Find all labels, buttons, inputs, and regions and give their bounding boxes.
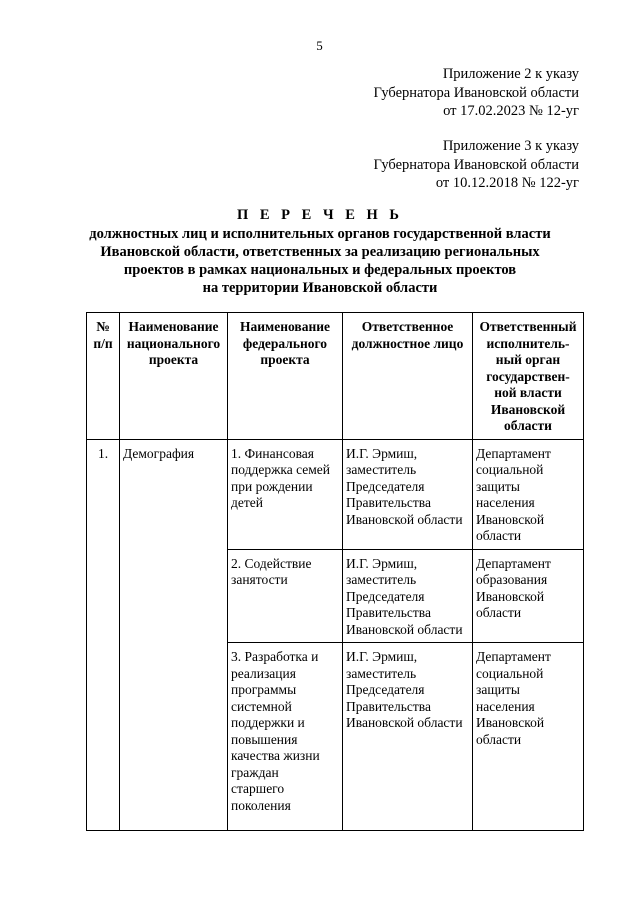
- title-line: Ивановской области, ответственных за реализацию региональных: [100, 244, 540, 260]
- title-heading: П Е Р Е Ч Е Н Ь: [236, 207, 404, 223]
- responsible-official: И.Г. Эрмиш, заместитель Председателя Правительства Ивановской области: [343, 439, 473, 549]
- federal-project: 2. Содействие занятости: [228, 549, 343, 643]
- title-line: проектов в рамках национальных и федеральных проектов: [123, 262, 517, 278]
- title-line: на территории Ивановской области: [202, 280, 438, 296]
- appendix-original-reference: [374, 137, 579, 193]
- federal-project: 3. Разработка и реализация программы системной поддержки и повышения качества жизни граждан старшего поколения: [228, 643, 343, 831]
- appendix-line: от 10.12.2018 № 122-уг: [435, 175, 579, 191]
- page-number: 5: [316, 38, 323, 53]
- responsible-agency: Департамент социальной защиты населения Ивановской области: [473, 439, 584, 549]
- appendix-current-reference: [374, 65, 579, 121]
- national-project-name: Демография: [120, 439, 228, 831]
- responsible-official: И.Г. Эрмиш, заместитель Председателя Правительства Ивановской области: [343, 549, 473, 643]
- appendix-line: Губернатора Ивановской области: [373, 156, 579, 173]
- responsibility-table: [86, 312, 584, 831]
- federal-project: 1. Финансовая поддержка семей при рождении детей: [228, 439, 343, 549]
- title-line: должностных лиц и исполнительных органов государственной власти: [89, 226, 551, 242]
- table-header-row: [87, 313, 584, 440]
- appendix-line: Приложение 3 к указу: [442, 138, 579, 154]
- responsible-official: И.Г. Эрмиш, заместитель Председателя Правительства Ивановской области: [343, 643, 473, 831]
- appendix-line: Губернатора Ивановской области: [373, 84, 579, 101]
- appendix-line: от 17.02.2023 № 12-уг: [443, 103, 579, 119]
- document-title: [60, 206, 580, 297]
- table-row: [87, 439, 584, 549]
- header-responsible-agency: Ответственный исполнитель- ный орган государствен- ной власти Ивановской области: [473, 313, 584, 440]
- header-federal-project: Наименование федерального проекта: [228, 313, 343, 440]
- header-national-project: Наименование национального проекта: [120, 313, 228, 440]
- appendix-line: Приложение 2 к указу: [442, 66, 579, 82]
- responsible-agency: Департамент образования Ивановской области: [473, 549, 584, 643]
- header-responsible-official: Ответственное должностное лицо: [343, 313, 473, 440]
- responsible-agency: Департамент социальной защиты населения Ивановской области: [473, 643, 584, 831]
- header-number: № п/п: [87, 313, 120, 440]
- row-number: 1.: [87, 439, 120, 831]
